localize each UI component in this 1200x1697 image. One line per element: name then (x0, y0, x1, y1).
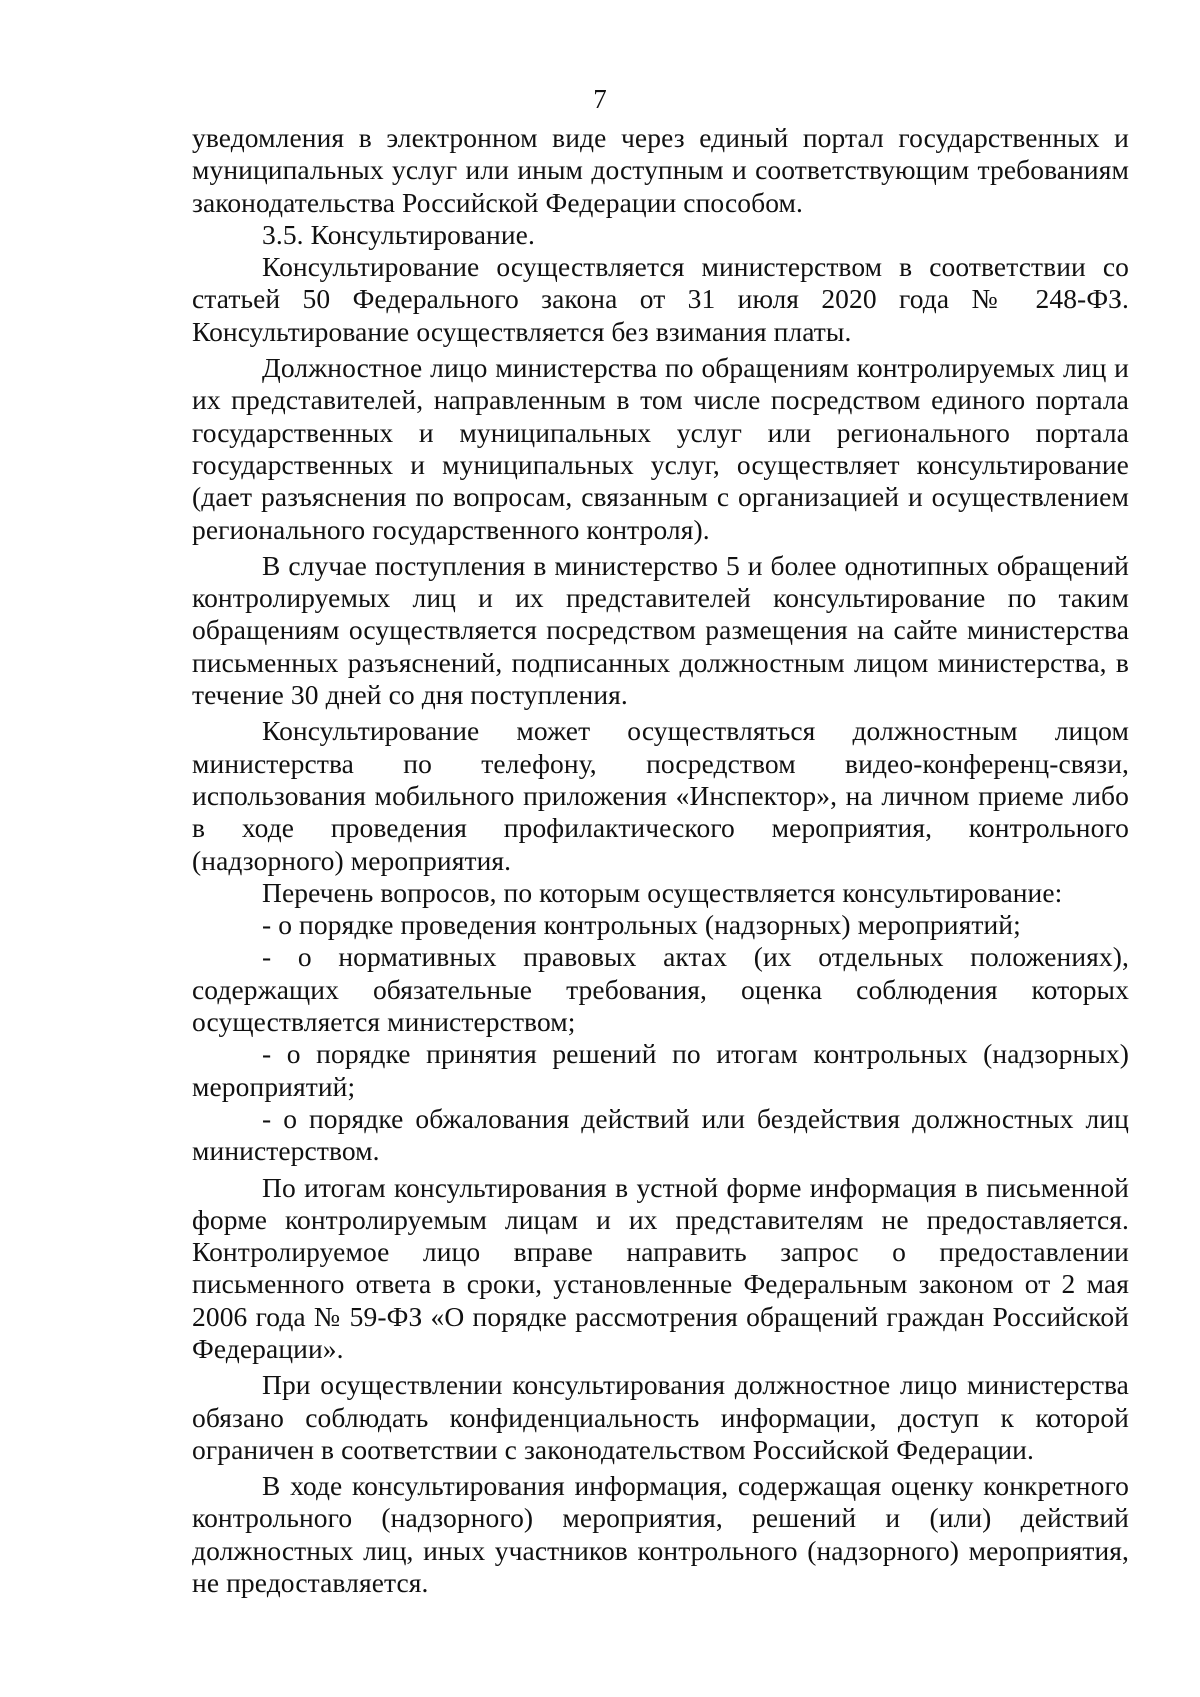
paragraph-notification-continued: уведомления в электронном виде через единый портал государственных и муниципальных услуг или иным доступным и соответствующим требованиям законодательства Российской Федерации способом. (192, 122, 1129, 218)
paragraph-official-consults: Должностное лицо министерства по обращениям контролируемых лиц и их представителей, направленным в том числе посредством единого портала государственных и муниципальных услуг или регионального портала государственных и муниципальных услуг, осуществляет консультирование (дает разъяснения по вопросам, связанным с организацией и осуществлением регионального государственного контроля). (192, 352, 1129, 545)
paragraph-confidentiality: При осуществлении консультирования должностное лицо министерства обязано соблюдать конфиденциальность информации, доступ к которой ограничен в соответствии с законодательством Российской Федерации. (192, 1369, 1129, 1465)
paragraph-no-assessment: В ходе консультирования информация, содержащая оценку конкретного контрольного (надзорного) мероприятия, решений и (или) действий должностных лиц, иных участников контрольного (надзорного) мероприятия, не предоставляется. (192, 1470, 1129, 1599)
section-heading-3-5: 3.5. Консультирование. (262, 218, 535, 250)
list-item-procedure: - о порядке проведения контрольных (надзорных) мероприятий; (262, 909, 1021, 941)
list-item-normative-acts: - о нормативных правовых актах (их отдельных положениях), содержащих обязательные требования, оценка соблюдения которых осуществляется министерством; (192, 941, 1129, 1038)
paragraph-consultation-basis: Консультирование осуществляется министерством в соответствии со статьей 50 Федерального закона от 31 июля 2020 года № 248-ФЗ. Консультирование осуществляется без взимания платы. (192, 251, 1129, 347)
list-item-appeals: - о порядке обжалования действий или бездействия должностных лиц министерством. (192, 1102, 1129, 1167)
document-body (192, 122, 1129, 1599)
paragraph-multiple-requests: В случае поступления в министерство 5 и более однотипных обращений контролируемых лиц и их представителей консультирование по таким обращениям осуществляется посредством размещения на сайте министерства письменных разъяснений, подписанных должностным лицом министерства, в течение 30 дней со дня поступления. (192, 549, 1129, 711)
paragraph-oral-consultation-results: По итогам консультирования в устной форме информация в письменной форме контролируемым лицам и их представителям не предоставляется. Контролируемое лицо вправе направить запрос о предоставлении письменного ответа в сроки, установленные Федеральным законом от 2 мая 2006 года № 59-ФЗ «О порядке рассмотрения обращений граждан Российской Федерации». (192, 1171, 1129, 1364)
list-item-decisions: - о порядке принятия решений по итогам контрольных (надзорных) мероприятий; (192, 1038, 1129, 1102)
page-number: 7 (593, 84, 607, 114)
paragraph-consultation-channels: Консультирование может осуществляться должностным лицом министерства по телефону, посредством видео-конференц-связи, использования мобильного приложения «Инспектор», на личном приеме либо в ходе проведения профилактического мероприятия, контрольного (надзорного) мероприятия. (192, 715, 1129, 876)
paragraph-questions-list-intro: Перечень вопросов, по которым осуществляется консультирование: (262, 876, 1063, 908)
